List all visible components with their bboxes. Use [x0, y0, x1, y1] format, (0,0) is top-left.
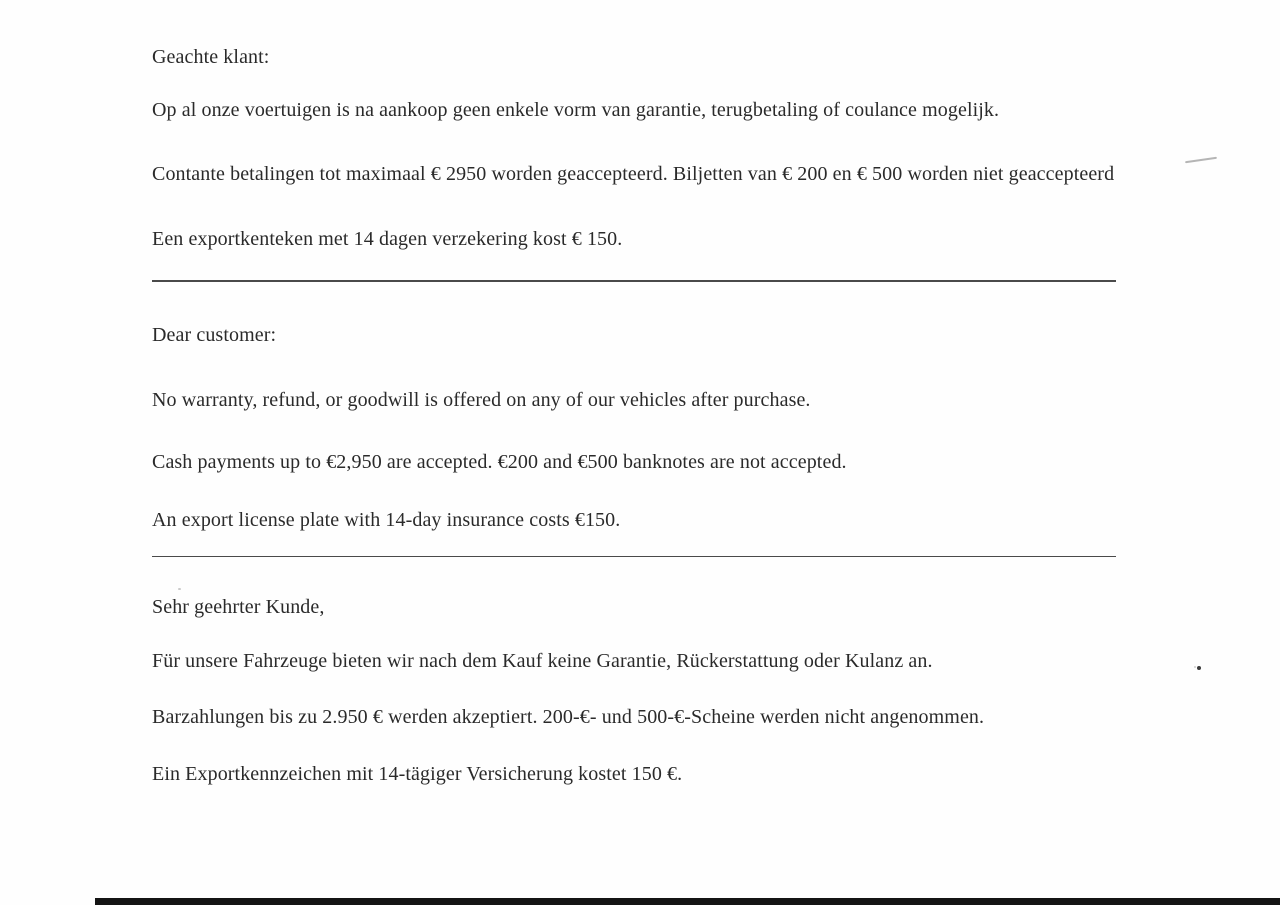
paragraph-dutch-warranty: Op al onze voertuigen is na aankoop geen enkele vorm van garantie, terugbetaling of coulance mogelijk.: [152, 99, 1000, 121]
scan-edge-shadow: [95, 898, 1280, 905]
greeting-english: Dear customer:: [152, 324, 277, 346]
greeting-german: Sehr geehrter Kunde,: [152, 596, 325, 618]
paragraph-english-export: An export license plate with 14-day insurance costs €150.: [152, 509, 621, 531]
greeting-dutch: Geachte klant:: [152, 46, 270, 68]
section-divider: [152, 280, 1116, 282]
scan-artifact-squiggle: [1185, 157, 1217, 163]
paragraph-dutch-export: Een exportkenteken met 14 dagen verzekering kost € 150.: [152, 228, 623, 250]
scan-artifact-speck: [178, 588, 181, 590]
section-divider: [152, 556, 1116, 557]
paragraph-german-export: Ein Exportkennzeichen mit 14-tägiger Versicherung kostet 150 €.: [152, 763, 683, 785]
paragraph-german-warranty: Für unsere Fahrzeuge bieten wir nach dem Kauf keine Garantie, Rückerstattung oder Kulanz an.: [152, 650, 933, 672]
paragraph-english-cash: Cash payments up to €2,950 are accepted. €200 and €500 banknotes are not accepted.: [152, 451, 847, 473]
paragraph-german-cash: Barzahlungen bis zu 2.950 € werden akzeptiert. 200-€- und 500-€-Scheine werden nicht angenommen.: [152, 706, 985, 728]
scan-artifact-dot: [1197, 666, 1201, 670]
paragraph-dutch-cash: Contante betalingen tot maximaal € 2950 worden geaccepteerd. Biljetten van € 200 en € 500 worden niet geaccepteerd: [152, 163, 1115, 185]
paragraph-english-warranty: No warranty, refund, or goodwill is offered on any of our vehicles after purchase.: [152, 389, 811, 411]
